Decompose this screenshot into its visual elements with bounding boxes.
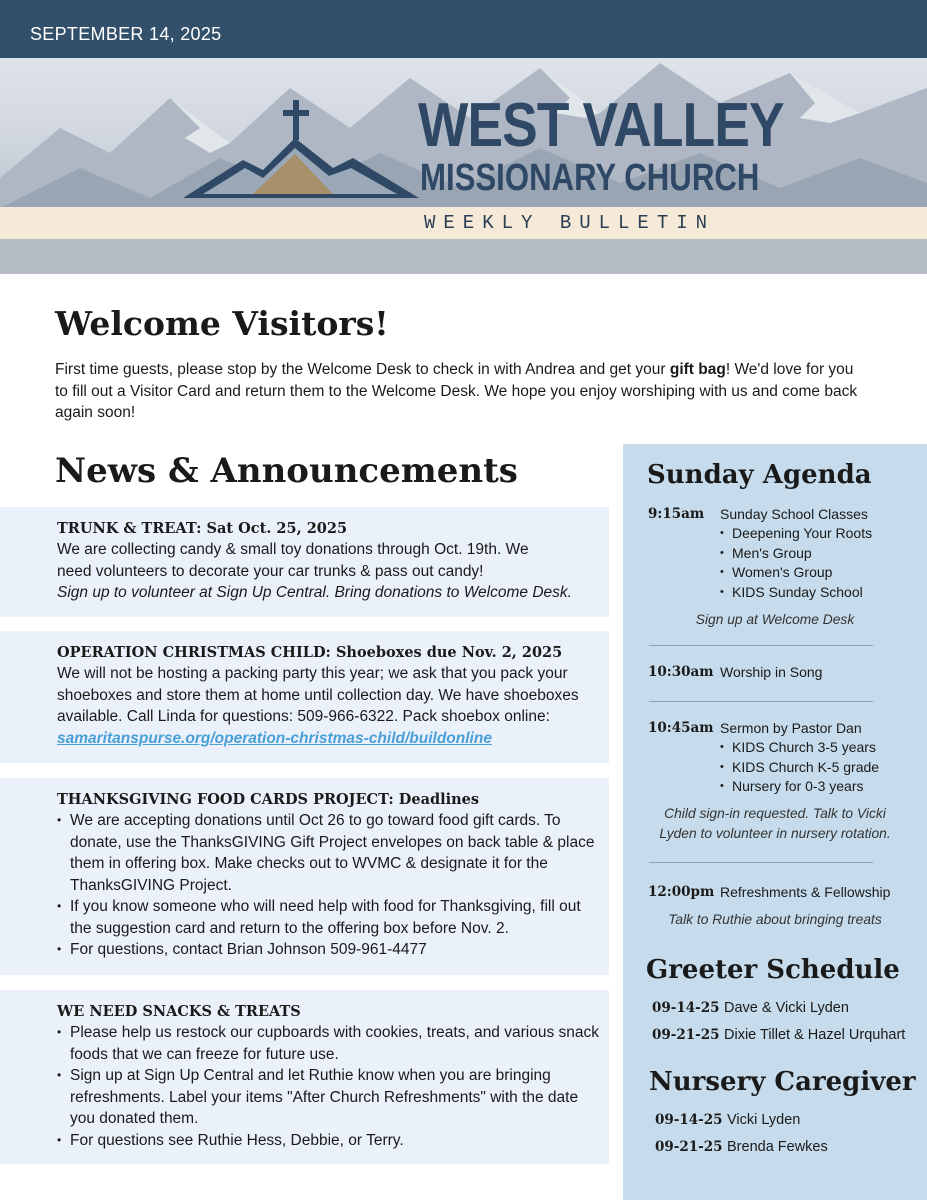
agenda-label: Sermon by Pastor Dan	[720, 720, 862, 736]
schedule-date: 09-21-25	[652, 1027, 720, 1043]
nursery-row	[655, 1110, 800, 1130]
divider	[649, 645, 873, 646]
schedule-date: 09-21-25	[655, 1139, 723, 1155]
agenda-time: 10:45am	[648, 720, 714, 736]
schedule-names: Vicki Lyden	[727, 1112, 801, 1128]
agenda-sublist	[720, 524, 872, 602]
list-item: • Deepening Your Roots	[720, 524, 872, 544]
schedule-date: 09-14-25	[652, 1000, 720, 1016]
divider	[649, 862, 873, 863]
greeter-row	[652, 1025, 905, 1045]
banner	[0, 58, 927, 274]
schedule-names: Brenda Fewkes	[727, 1139, 828, 1155]
announcement-heading: TRUNK & TREAT: Sat Oct. 25, 2025	[57, 520, 348, 537]
announcement-thanksgiving	[0, 778, 609, 975]
agenda-title: Sunday Agenda	[647, 460, 872, 490]
welcome-text	[55, 359, 865, 424]
list-item: • If you know someone who will need help with food for Thanksgiving, fill out the suggestion card and return to the offering box before Nov. 2.	[57, 896, 602, 939]
list-item: • Please help us restock our cupboards with cookies, treats, and various snack foods that we can freeze for future use.	[57, 1022, 602, 1065]
subtitle-ribbon	[0, 207, 927, 239]
church-name-line2: MISSIONARY CHURCH	[420, 157, 760, 199]
schedule-names: Dave & Vicki Lyden	[724, 1000, 849, 1016]
announcement-note	[57, 582, 602, 604]
cross-mountain-icon	[183, 98, 419, 200]
list-item: • KIDS Church 3-5 years	[720, 738, 879, 758]
news-title: News & Announcements	[55, 451, 518, 491]
agenda-label: Worship in Song	[720, 664, 823, 680]
bulletin-subtitle: WEEKLY BULLETIN	[424, 212, 716, 234]
agenda-label: Refreshments & Fellowship	[720, 884, 891, 900]
announcement-note-text: Sign up to volunteer at Sign Up Central. Bring donations to Welcome Desk.	[57, 584, 572, 601]
top-bar	[0, 0, 927, 58]
welcome-title: Welcome Visitors!	[55, 304, 389, 343]
list-item: • We are accepting donations until Oct 26 to go toward food gift cards. To donate, use the ThanksGIVING Gift Project envelopes on back table & place them in offering box. Make checks out to WVMC & designate it for the ThanksGIVING Project.	[57, 810, 602, 896]
agenda-time: 10:30am	[648, 664, 714, 680]
list-item: • KIDS Church K-5 grade	[720, 758, 879, 778]
agenda-note: Lyden to volunteer in nursery rotation.	[659, 826, 891, 841]
agenda-note: Sign up at Welcome Desk	[695, 612, 855, 627]
agenda-note: Talk to Ruthie about bringing treats	[668, 912, 882, 927]
announcement-body-text: We will not be hosting a packing party this year; we ask that you pack your shoeboxes and store them at home until collection day. We have shoeboxes available. Call Linda for questions: 509-966-6322. Pack shoebox online:	[57, 665, 579, 725]
announcement-christmas-child	[0, 631, 609, 763]
sidebar	[623, 444, 927, 1200]
welcome-gift-bag: gift bag	[669, 361, 726, 378]
announcement-snacks	[0, 990, 609, 1164]
bulletin-date: SEPTEMBER 14, 2025	[30, 24, 222, 44]
announcement-body	[57, 663, 602, 749]
samaritans-purse-link[interactable]: samaritanspurse.org/operation-christmas-child/buildonline	[57, 729, 492, 747]
announcement-heading: THANKSGIVING FOOD CARDS PROJECT: Deadlines	[57, 791, 480, 808]
welcome-text-part: ! We'd love for you to fill out a Visitor Card and return them to the Welcome Desk. We hope you enjoy worshiping with us and come back again soon!	[55, 361, 858, 421]
agenda-time: 12:00pm	[648, 884, 715, 900]
church-name-line1: WEST VALLEY	[418, 91, 784, 160]
schedule-date: 09-14-25	[655, 1112, 723, 1128]
greeter-title: Greeter Schedule	[646, 955, 900, 985]
greeter-row	[652, 998, 849, 1018]
announcement-list	[57, 810, 602, 961]
announcement-list	[57, 1022, 602, 1151]
nursery-row	[655, 1137, 828, 1157]
list-item: • For questions, contact Brian Johnson 509-961-4477	[57, 939, 602, 961]
list-item: • KIDS Sunday School	[720, 583, 872, 603]
agenda-sublist	[720, 738, 879, 797]
divider	[649, 701, 873, 702]
schedule-names: Dixie Tillet & Hazel Urquhart	[724, 1027, 906, 1043]
agenda-time: 9:15am	[648, 506, 705, 522]
welcome-text-part: First time guests, please stop by the Welcome Desk to check in with Andrea and get your	[55, 361, 670, 378]
agenda-label: Sunday School Classes	[720, 506, 868, 522]
announcement-body: We are collecting candy & small toy donations through Oct. 19th. We need volunteers to decorate your car trunks & pass out candy!	[57, 541, 529, 580]
list-item: • Women's Group	[720, 563, 872, 583]
list-item: • Men's Group	[720, 544, 872, 564]
announcement-heading: OPERATION CHRISTMAS CHILD: Shoeboxes due Nov. 2, 2025	[57, 644, 563, 661]
nursery-title: Nursery Caregiver	[649, 1067, 916, 1097]
list-item: • Nursery for 0-3 years	[720, 777, 879, 797]
list-item: • Sign up at Sign Up Central and let Ruthie know when you are bringing refreshments. Label your items "After Church Refreshments" with the date you donated them.	[57, 1065, 602, 1130]
announcement-trunk-treat	[0, 507, 609, 617]
list-item: • For questions see Ruthie Hess, Debbie, or Terry.	[57, 1130, 602, 1152]
agenda-note: Child sign-in requested. Talk to Vicki	[664, 806, 886, 821]
announcement-heading: WE NEED SNACKS & TREATS	[57, 1003, 301, 1020]
